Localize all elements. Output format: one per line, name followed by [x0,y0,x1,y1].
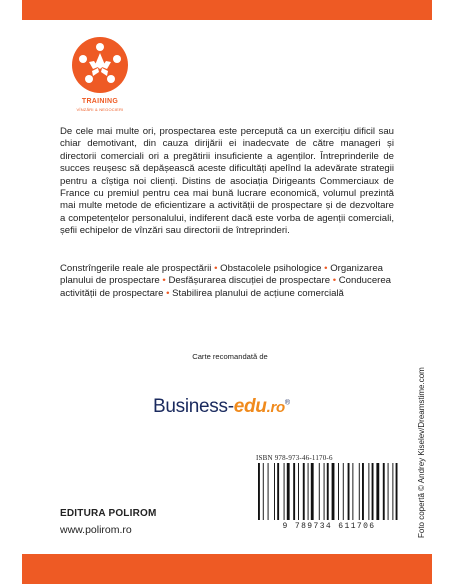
logo-text-edu: edu [233,396,267,417]
bullet-separator: • [166,287,170,299]
publisher-name: EDITURA POLIROM [60,508,157,519]
bullet-separator: • [324,263,328,274]
recommended-label: Carte recomandată de [192,352,268,361]
barcode [256,463,402,520]
publisher-website: www.polirom.ro [60,524,132,536]
logo-subtitle: VÎNZĂRI & NEGOCIERI [76,107,124,112]
five-figures-star-icon [70,35,130,95]
topic-item: Constrîngerile reale ale prospectării [60,263,212,274]
bullet-separator: • [332,275,337,287]
isbn: ISBN 978-973-46-1170-6 [256,454,333,462]
barcode-digits: 9 789734 611706 [282,522,376,531]
logo-text-ro: .ro [266,399,285,416]
topic-item: Obstacolele psihologice [220,263,322,274]
bottom-accent-bar [22,554,432,584]
bullet-separator: • [214,263,218,274]
logo-text-business: Business- [153,396,234,417]
top-accent-bar [22,0,432,20]
topic-item: Desfășurarea discuției de prospectare [168,275,331,287]
logo-title: TRAINING [81,98,119,105]
registered-mark: ® [284,399,290,407]
topic-item: Conducerea activității de prospectare [60,275,392,299]
business-edu-logo [153,396,290,418]
book-description: De cele mai multe ori, prospectarea este percepută ca un exercițiu dificil sau chiar demotivant, din cauza dirijării ei inadecvate de către manageri și directorii comerciali ori a pregătirii insuficiente a agenților. Întreprinderile de succes reușesc să depășească aceste dificultăți apelînd la adevărate strategii pentru a cîștiga noi clienți. Distins de asociația Dirigeants Commerciaux de France cu premiul pentru cea mai bună lucrare economică, volumul prezintă mai multe metode de eficientizare a activității de prospectare și de dezvoltare a competențelor personalului, indiferent dacă este vorba de agenții comerciali, șefii echipelor de vînzări sau directorii de întreprinderi. [60,126,394,237]
topic-item: Stabilirea planului de acțiune comercială [172,287,344,299]
topic-list [60,263,394,300]
photo-credit: Foto copertă © Andrey Kiselev/Dreamstime.com [417,367,426,538]
topic-item: Organizarea planului de prospectare [60,263,383,287]
bullet-separator: • [162,275,166,287]
